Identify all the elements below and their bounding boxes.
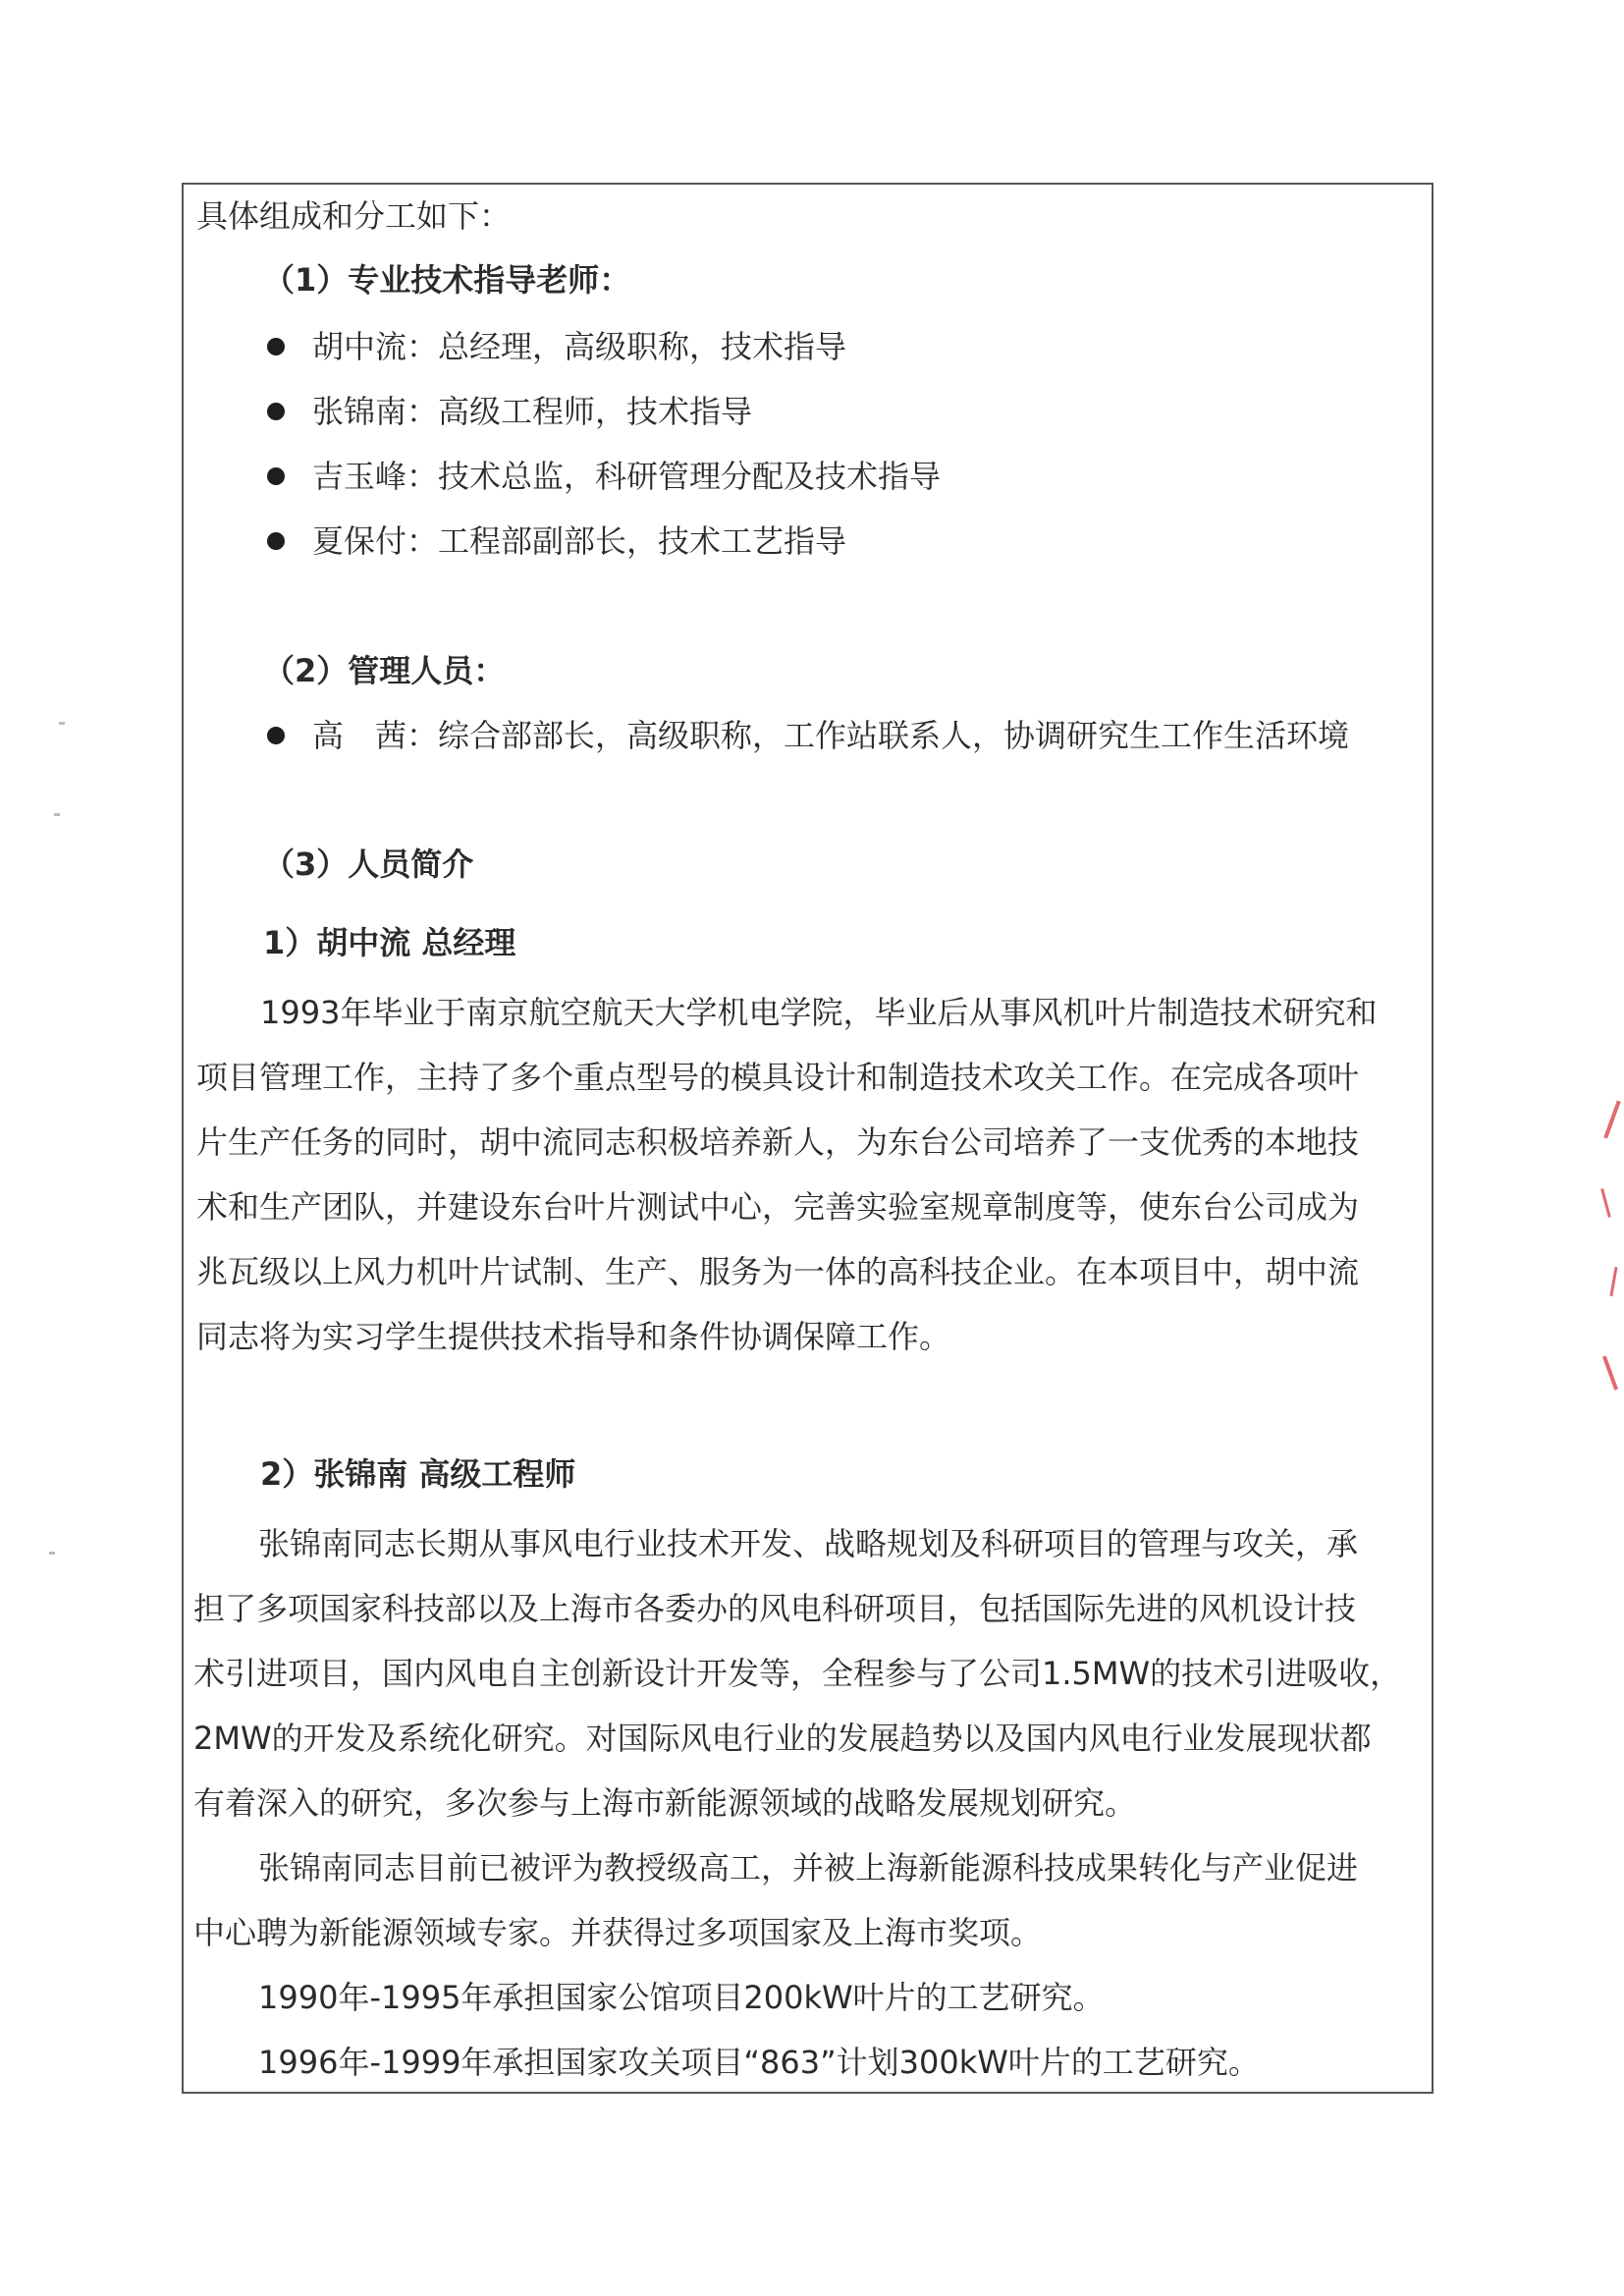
bullet-icon	[267, 727, 285, 744]
paragraph-line: 项目管理工作，主持了多个重点型号的模具设计和制造技术攻关工作。在完成各项叶	[196, 1059, 1360, 1096]
paragraph-line: 1990年-1995年承担国家公馆项目200kW叶片的工艺研究。	[258, 1979, 1105, 2016]
scan-speck	[49, 1552, 55, 1555]
red-seal-fragment	[1583, 1100, 1622, 1394]
paragraph-line: 1993年毕业于南京航空航天大学机电学院，毕业后从事风机叶片制造技术研究和	[260, 994, 1378, 1031]
bullet-icon	[267, 532, 285, 550]
bullet-icon	[267, 403, 285, 420]
paragraph-line: 有着深入的研究，多次参与上海市新能源领域的战略发展规划研究。	[193, 1784, 1137, 1822]
paragraph-line: 同志将为实习学生提供技术指导和条件协调保障工作。	[196, 1318, 951, 1355]
paragraph-line: 兆瓦级以上风力机叶片试制、生产、服务为一体的高科技企业。在本项目中，胡中流	[196, 1253, 1360, 1290]
intro-text: 具体组成和分工如下：	[196, 197, 512, 235]
paragraph-line: 术和生产团队，并建设东台叶片测试中心，完善实验室规章制度等，使东台公司成为	[196, 1188, 1360, 1226]
paragraph-line: 1996年-1999年承担国家攻关项目“863”计划300kW叶片的工艺研究。	[258, 2044, 1260, 2081]
section3-heading: （3）人员简介	[263, 846, 474, 883]
section1-heading: （1）专业技术指导老师：	[263, 261, 631, 299]
list-item: 张锦南：高级工程师，技术指导	[312, 393, 753, 430]
section2-heading: （2）管理人员：	[263, 652, 506, 689]
list-item: 胡中流：总经理，高级职称，技术指导	[312, 328, 847, 365]
person1-heading: 1）胡中流 总经理	[263, 924, 516, 961]
paragraph-line: 片生产任务的同时，胡中流同志积极培养新人，为东台公司培养了一支优秀的本地技	[196, 1123, 1360, 1161]
scan-speck	[54, 813, 60, 816]
paragraph-line: 担了多项国家科技部以及上海市各委办的风电科研项目，包括国际先进的风机设计技	[193, 1590, 1357, 1627]
paragraph-line: 张锦南同志长期从事风电行业技术开发、战略规划及科研项目的管理与攻关，承	[258, 1525, 1359, 1562]
list-item: 吉玉峰：技术总监，科研管理分配及技术指导	[312, 458, 942, 495]
bullet-icon	[267, 338, 285, 355]
scan-speck	[59, 722, 65, 725]
paragraph-line: 术引进项目，国内风电自主创新设计开发等，全程参与了公司1.5MW的技术引进吸收，	[193, 1655, 1402, 1692]
paragraph-line: 中心聘为新能源领域专家。并获得过多项国家及上海市奖项。	[193, 1914, 1043, 1951]
list-item: 高 茜：综合部部长，高级职称，工作站联系人，协调研究生工作生活环境	[312, 717, 1350, 754]
paragraph-line: 张锦南同志目前已被评为教授级高工，并被上海新能源科技成果转化与产业促进	[258, 1849, 1359, 1886]
list-item: 夏保付：工程部副部长，技术工艺指导	[312, 522, 847, 560]
person2-heading: 2）张锦南 高级工程师	[260, 1455, 576, 1493]
paragraph-line: 2MW的开发及系统化研究。对国际风电行业的发展趋势以及国内风电行业发展现状都	[193, 1720, 1372, 1757]
bullet-icon	[267, 467, 285, 485]
